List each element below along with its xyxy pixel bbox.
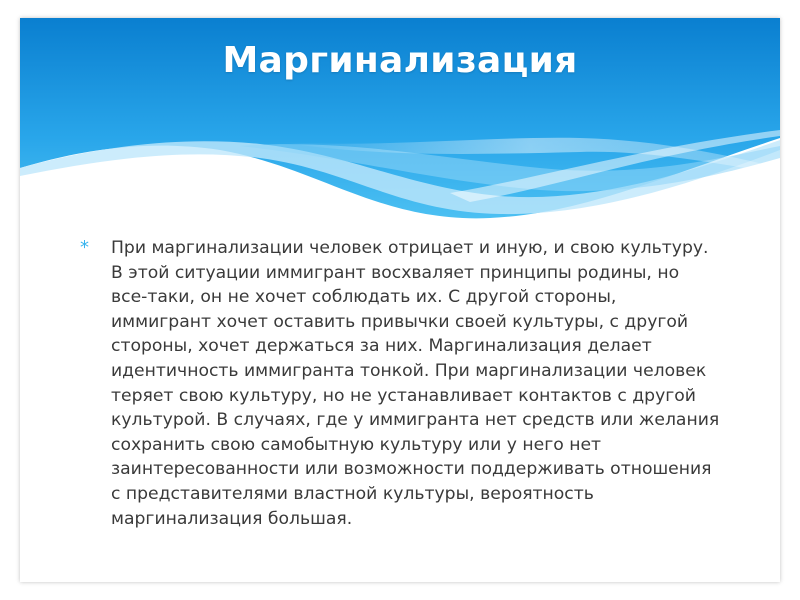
slide-title: Маргинализация: [222, 40, 578, 81]
slide: [20, 18, 780, 582]
bullet-text: При маргинализации человек отрицает и иную, и свою культуру. В этой ситуации иммигрант восхваляет принципы родины, но все-таки, он не хочет соблюдать их. С другой стороны, иммигрант хочет оставить привычки своей культуры, с другой стороны, хочет держаться за них. Маргинализация делает идентичность иммигранта тонкой. При маргинализации человек теряет свою культуру, но не устанавливает контактов с другой культурой. В случаях, где у иммигранта нет средств или желания сохранить свою самобытную культуру или у него нет заинтересованности или возможности поддерживать отношения с представителями властной культуры, вероятность маргинализация большая.: [111, 238, 720, 529]
bullet-item: [80, 236, 720, 531]
bullet-marker: *: [80, 237, 89, 258]
